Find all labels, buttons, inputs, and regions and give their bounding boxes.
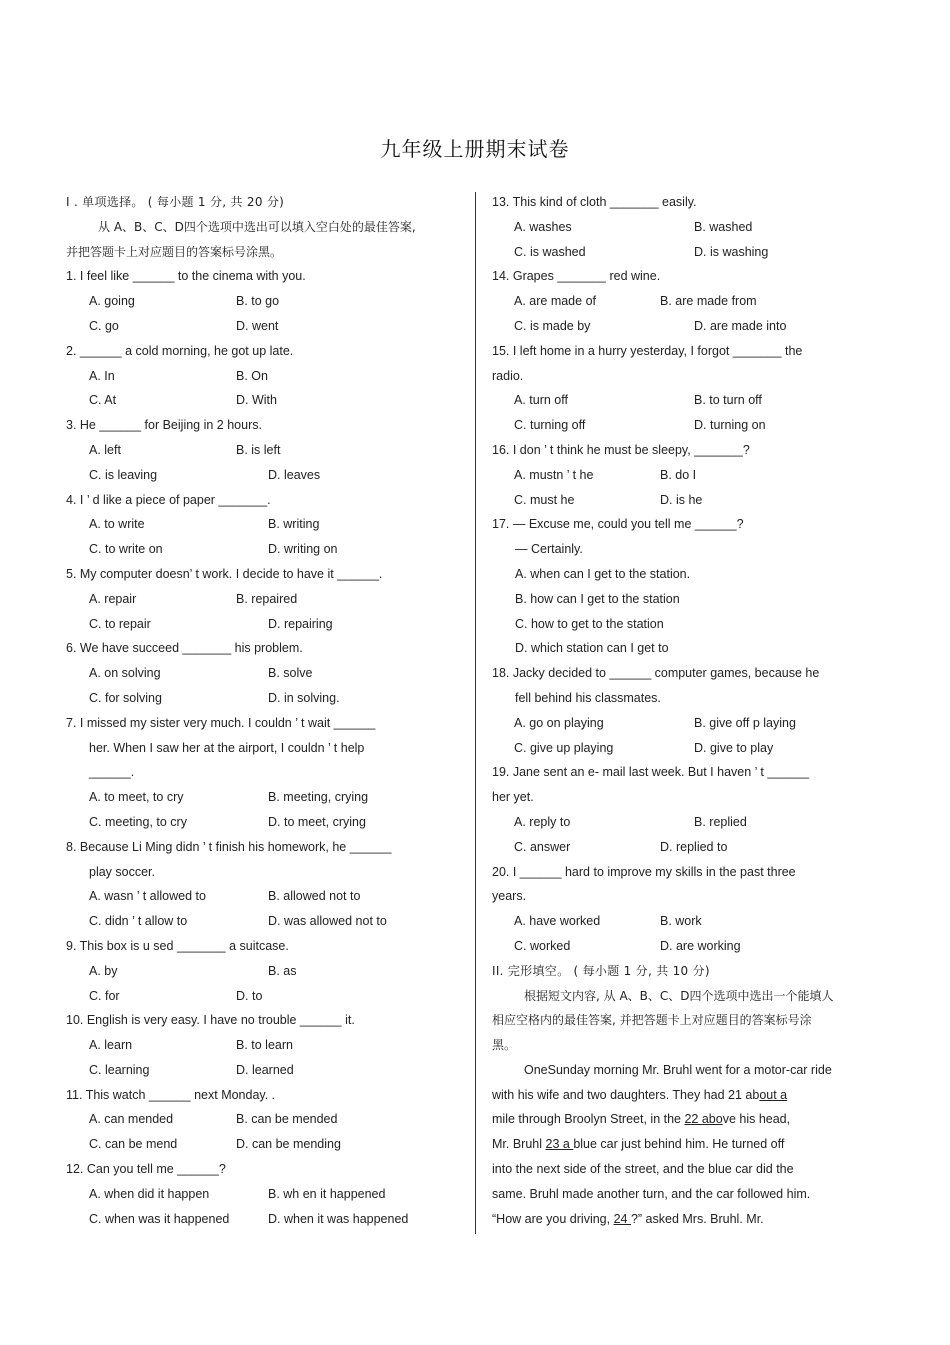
option-b: B. is left bbox=[236, 442, 281, 457]
option-c: C. worked bbox=[514, 938, 571, 953]
option-row bbox=[492, 463, 888, 488]
option-d: D. in solving. bbox=[268, 690, 340, 705]
option-row bbox=[492, 289, 888, 314]
option-d: D. when it was happened bbox=[268, 1211, 409, 1226]
option-c: C. meeting, to cry bbox=[89, 814, 187, 829]
option-a: A. have worked bbox=[514, 914, 601, 929]
option-d: D. is he bbox=[660, 492, 703, 507]
option-row bbox=[66, 1033, 462, 1058]
option-row bbox=[492, 810, 888, 835]
option-d: D. replied to bbox=[660, 839, 728, 854]
option-row bbox=[66, 587, 462, 612]
option-c: C. go bbox=[89, 318, 119, 333]
cloze-passage bbox=[492, 1058, 888, 1232]
question-stem: 17. — Excuse me, could you tell me ______? bbox=[492, 517, 744, 532]
option-a: A. washes bbox=[514, 219, 572, 234]
blank-24: 24 bbox=[613, 1211, 631, 1226]
option-row bbox=[66, 314, 462, 339]
option-b: B. washed bbox=[694, 219, 753, 234]
option-row bbox=[66, 438, 462, 463]
option-a: A. mustn ’ t he bbox=[514, 467, 594, 482]
question-18 bbox=[492, 661, 888, 760]
option-row bbox=[492, 413, 888, 438]
option-row bbox=[66, 1182, 462, 1207]
question-17 bbox=[492, 512, 888, 661]
passage-line bbox=[492, 1132, 888, 1157]
option-a: A. on solving bbox=[89, 666, 161, 681]
option-row bbox=[492, 314, 888, 339]
question-stem: her. When I saw her at the airport, I couldn ’ t help bbox=[89, 740, 365, 755]
option-d: D. are made into bbox=[694, 318, 787, 333]
question-stem: 1. I feel like ______ to the cinema with you. bbox=[66, 269, 306, 284]
question-6 bbox=[66, 636, 462, 710]
option-c: C. is made by bbox=[514, 318, 591, 333]
passage-text: blue car just behind him. He turned off bbox=[573, 1137, 785, 1152]
question-stem: radio. bbox=[492, 368, 524, 383]
blank-22: 22 abo bbox=[684, 1112, 723, 1127]
option-row bbox=[492, 736, 888, 761]
option-d: D. can be mending bbox=[236, 1137, 341, 1152]
question-stem: 7. I missed my sister very much. I couldn ’ t wait ______ bbox=[66, 715, 376, 730]
option-row bbox=[492, 909, 888, 934]
question-stem: her yet. bbox=[492, 790, 534, 805]
option-a: A. are made of bbox=[514, 294, 596, 309]
question-20 bbox=[492, 860, 888, 959]
option-b: B. how can I get to the station bbox=[515, 591, 680, 606]
option-a: A. when did it happen bbox=[89, 1186, 210, 1201]
option-d: D. writing on bbox=[268, 542, 338, 557]
passage-line: into the next side of the street, and the blue car did the bbox=[492, 1162, 794, 1177]
question-stem: 19. Jane sent an e- mail last week. But I haven ’ t ______ bbox=[492, 765, 810, 780]
question-3 bbox=[66, 413, 462, 487]
option-a: A. In bbox=[89, 368, 115, 383]
question-stem: 18. Jacky decided to ______ computer games, because he bbox=[492, 666, 820, 681]
option-b: B. solve bbox=[268, 666, 313, 681]
passage-text: ve his head, bbox=[722, 1112, 791, 1127]
option-c: C. turning off bbox=[514, 418, 586, 433]
question-stem: 3. He ______ for Beijing in 2 hours. bbox=[66, 418, 262, 433]
option-b: B. can be mended bbox=[236, 1112, 338, 1127]
option-b: B. to go bbox=[236, 294, 280, 309]
question-12 bbox=[66, 1157, 462, 1231]
section2-instruction: 根据短文内容, 从 A、B、C、D四个选项中选出一个能填人 bbox=[524, 988, 834, 1003]
option-row bbox=[66, 884, 462, 909]
question-10 bbox=[66, 1008, 462, 1082]
option-row bbox=[66, 1107, 462, 1132]
option-row bbox=[492, 835, 888, 860]
option-c: C. didn ’ t allow to bbox=[89, 914, 188, 929]
passage-line: OneSunday morning Mr. Bruhl went for a motor-car ride bbox=[524, 1062, 832, 1077]
question-stem: 12. Can you tell me ______? bbox=[66, 1162, 226, 1177]
option-a: A. go on playing bbox=[514, 715, 604, 730]
option-row bbox=[492, 388, 888, 413]
option-d: D. was allowed not to bbox=[268, 914, 387, 929]
option-b: B. On bbox=[236, 368, 268, 383]
option-b: B. do I bbox=[660, 467, 697, 482]
option-d: D. is washing bbox=[694, 244, 769, 259]
blank-21: out a bbox=[759, 1087, 788, 1102]
question-stem: 13. This kind of cloth _______ easily. bbox=[492, 195, 697, 209]
question-stem: 20. I ______ hard to improve my skills in the past three bbox=[492, 864, 796, 879]
column-divider bbox=[475, 192, 476, 1234]
option-row bbox=[66, 388, 462, 413]
question-13 bbox=[492, 190, 888, 264]
option-c: C. give up playing bbox=[514, 740, 614, 755]
option-a: A. to meet, to cry bbox=[89, 790, 184, 805]
section2-instruction: 黑。 bbox=[492, 1038, 517, 1053]
option-d: D. went bbox=[236, 318, 279, 333]
option-b: B. give off p laying bbox=[694, 715, 796, 730]
option-c: C. when was it happened bbox=[89, 1211, 230, 1226]
passage-text: “How are you driving, bbox=[492, 1211, 614, 1226]
option-b: B. to learn bbox=[236, 1038, 293, 1053]
question-2 bbox=[66, 339, 462, 413]
option-row bbox=[66, 512, 462, 537]
option-row bbox=[66, 959, 462, 984]
option-d: D. repairing bbox=[268, 616, 333, 631]
option-a: A. turn off bbox=[514, 393, 568, 408]
option-row bbox=[66, 364, 462, 389]
passage-text: ?” asked Mrs. Bruhl. Mr. bbox=[630, 1211, 764, 1226]
question-9 bbox=[66, 934, 462, 1008]
option-d: D. learned bbox=[236, 1062, 294, 1077]
question-8 bbox=[66, 835, 462, 934]
question-reply: — Certainly. bbox=[515, 542, 583, 557]
question-16 bbox=[492, 438, 888, 512]
question-stem: play soccer. bbox=[89, 864, 156, 879]
question-15 bbox=[492, 339, 888, 438]
option-c: C. is leaving bbox=[89, 467, 158, 482]
option-d: D. to bbox=[236, 988, 263, 1003]
question-stem: ______. bbox=[89, 765, 135, 780]
option-a: A. when can I get to the station. bbox=[515, 566, 691, 581]
question-14 bbox=[492, 264, 888, 338]
option-row bbox=[66, 1132, 462, 1157]
option-a: A. can mended bbox=[89, 1112, 174, 1127]
question-1 bbox=[66, 264, 462, 338]
option-d: D. give to play bbox=[694, 740, 774, 755]
option-row bbox=[66, 1058, 462, 1083]
option-c: C. to repair bbox=[89, 616, 151, 631]
question-stem: fell behind his classmates. bbox=[515, 690, 661, 705]
option-row bbox=[66, 463, 462, 488]
section1-instruction: 并把答题卡上对应题目的答案标号涂黑。 bbox=[66, 244, 283, 259]
left-column bbox=[66, 190, 462, 1231]
question-5 bbox=[66, 562, 462, 636]
option-d: D. to meet, crying bbox=[268, 814, 366, 829]
option-c: C. to write on bbox=[89, 542, 163, 557]
question-stem: 4. I ’ d like a piece of paper _______. bbox=[66, 492, 271, 507]
option-b: B. meeting, crying bbox=[268, 790, 369, 805]
question-stem: 15. I left home in a hurry yesterday, I forgot _______ the bbox=[492, 343, 803, 358]
question-stem: years. bbox=[492, 889, 527, 904]
question-stem: 16. I don ’ t think he must be sleepy, _______? bbox=[492, 442, 750, 457]
question-stem: 9. This box is u sed _______ a suitcase. bbox=[66, 938, 289, 953]
option-c: C. learning bbox=[89, 1062, 150, 1077]
option-row bbox=[66, 1207, 462, 1232]
question-stem: 8. Because Li Ming didn ’ t finish his homework, he ______ bbox=[66, 839, 392, 854]
option-row bbox=[492, 215, 888, 240]
question-stem: 5. My computer doesn’ t work. I decide to have it ______. bbox=[66, 566, 383, 581]
section2-heading: II. 完形填空。 ( 每小题 1 分, 共 10 分) bbox=[492, 963, 710, 978]
option-c: C. can be mend bbox=[89, 1137, 178, 1152]
question-11 bbox=[66, 1083, 462, 1157]
option-a: A. to write bbox=[89, 517, 145, 532]
option-row bbox=[66, 661, 462, 686]
option-b: B. to turn off bbox=[694, 393, 762, 408]
option-b: B. allowed not to bbox=[268, 889, 361, 904]
question-4 bbox=[66, 488, 462, 562]
option-c: C. for solving bbox=[89, 690, 162, 705]
option-row bbox=[492, 488, 888, 513]
passage-text: mile through Broolyn Street, in the bbox=[492, 1112, 685, 1127]
option-c: C. how to get to the station bbox=[515, 616, 664, 631]
option-row bbox=[66, 686, 462, 711]
option-row bbox=[66, 810, 462, 835]
page-title: 九年级上册期末试卷 bbox=[380, 137, 570, 161]
passage-line bbox=[492, 1083, 888, 1108]
option-b: B. are made from bbox=[660, 294, 757, 309]
question-stem: 6. We have succeed _______ his problem. bbox=[66, 641, 303, 656]
option-c: C. At bbox=[89, 393, 117, 408]
option-c: C. answer bbox=[514, 839, 571, 854]
option-a: A. left bbox=[89, 442, 121, 457]
question-stem: 11. This watch ______ next Monday. . bbox=[66, 1087, 276, 1102]
option-row bbox=[492, 711, 888, 736]
question-7 bbox=[66, 711, 462, 835]
option-b: B. as bbox=[268, 963, 297, 978]
option-b: B. writing bbox=[268, 517, 320, 532]
question-stem: 10. English is very easy. I have no trouble ______ it. bbox=[66, 1013, 355, 1028]
option-b: B. work bbox=[660, 914, 702, 929]
option-d: D. which station can I get to bbox=[515, 641, 669, 656]
option-row bbox=[492, 934, 888, 959]
option-c: C. must he bbox=[514, 492, 575, 507]
option-a: A. by bbox=[89, 963, 118, 978]
question-stem: 14. Grapes _______ red wine. bbox=[492, 269, 661, 284]
option-row bbox=[66, 909, 462, 934]
section1-instruction: 从 A、B、C、D四个选项中选出可以填入空白处的最佳答案, bbox=[98, 219, 416, 234]
section1-heading: Ⅰ . 单项选择。 ( 每小题 1 分, 共 20 分) bbox=[66, 195, 285, 209]
passage-line bbox=[492, 1207, 888, 1232]
option-c: C. is washed bbox=[514, 244, 586, 259]
blank-23: 23 a bbox=[545, 1137, 574, 1152]
passage-line bbox=[492, 1107, 888, 1132]
option-row bbox=[492, 240, 888, 265]
passage-text: Mr. Bruhl bbox=[492, 1137, 546, 1152]
option-b: B. wh en it happened bbox=[268, 1186, 386, 1201]
option-a: A. learn bbox=[89, 1038, 133, 1053]
option-row bbox=[66, 984, 462, 1009]
section2-instruction: 相应空格内的最佳答案, 并把答题卡上对应题目的答案标号涂 bbox=[492, 1013, 812, 1028]
option-row bbox=[66, 537, 462, 562]
passage-line: same. Bruhl made another turn, and the car followed him. bbox=[492, 1186, 811, 1201]
question-stem: 2. ______ a cold morning, he got up late. bbox=[66, 343, 294, 358]
option-d: D. turning on bbox=[694, 418, 766, 433]
option-a: A. going bbox=[89, 294, 135, 309]
option-row bbox=[66, 785, 462, 810]
option-d: D. are working bbox=[660, 938, 741, 953]
option-d: D. leaves bbox=[268, 467, 321, 482]
right-column bbox=[492, 190, 888, 1231]
option-a: A. repair bbox=[89, 591, 137, 606]
option-b: B. replied bbox=[694, 814, 747, 829]
question-19 bbox=[492, 760, 888, 859]
option-d: D. With bbox=[236, 393, 277, 408]
option-b: B. repaired bbox=[236, 591, 298, 606]
option-row bbox=[66, 289, 462, 314]
option-row bbox=[66, 612, 462, 637]
option-c: C. for bbox=[89, 988, 120, 1003]
option-a: A. reply to bbox=[514, 814, 571, 829]
passage-text: with his wife and two daughters. They had 21 ab bbox=[492, 1087, 760, 1102]
option-a: A. wasn ’ t allowed to bbox=[89, 889, 206, 904]
